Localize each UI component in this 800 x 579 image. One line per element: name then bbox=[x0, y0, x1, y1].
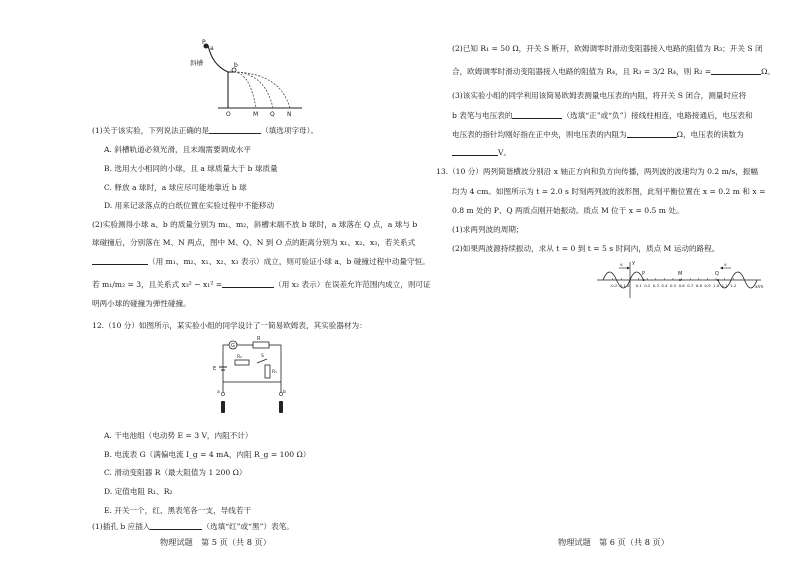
q11-part3-line1 bbox=[92, 279, 431, 290]
q13-stem-line2: 均为 4 cm。如图所示为 t = 2.0 s 时刻两列波的波形图，此刻平衡位置在 x = 0.2 m 和 x = bbox=[452, 187, 766, 196]
x-tick-label: 0.9 bbox=[704, 283, 711, 288]
label-R1: R₁ bbox=[272, 370, 277, 375]
q12-part3-line2-a: b 表笔与电压表的 bbox=[452, 111, 513, 120]
ohmmeter-circuit-diagram bbox=[205, 337, 295, 422]
x-tick-label: 0.6 bbox=[678, 283, 685, 288]
label-b-jack: b bbox=[283, 390, 286, 395]
q12-part3-line3 bbox=[452, 129, 744, 140]
svg-text:G: G bbox=[231, 343, 235, 349]
x-tick-label: 1.1 bbox=[721, 283, 728, 288]
x-tick-label: 0.1 bbox=[635, 283, 642, 288]
x-tick-label: 1.2 bbox=[730, 283, 737, 288]
q11-part3-line2: 明两小球的碰撞为弹性碰撞。 bbox=[92, 299, 191, 308]
answer-blank[interactable] bbox=[222, 279, 274, 288]
right-page bbox=[400, 0, 800, 579]
label-b: b bbox=[234, 62, 238, 69]
label-N: N bbox=[287, 111, 292, 118]
label-P: P bbox=[202, 39, 206, 46]
x-tick-label: -0.1 bbox=[618, 283, 626, 288]
label-incline: 斜槽 bbox=[190, 59, 203, 67]
q11-part1 bbox=[92, 125, 318, 136]
answer-blank[interactable] bbox=[711, 66, 761, 75]
q11-part2-line2: 球碰撞后，分别落在 M、N 两点，图中 M、Q、N 到 O 点的距离分别为 x₁、x₂、x₃，若关系式 bbox=[92, 238, 416, 247]
q12-part3-line4 bbox=[452, 147, 511, 158]
q13-part2: (2)如果两波源持续振动，求从 t = 0 到 t = 5 s 时间内，质点 M 运动的路程。 bbox=[452, 244, 720, 253]
q12-part2-line2 bbox=[452, 66, 775, 77]
label-v-right: v bbox=[724, 263, 727, 268]
q11-part2-line3 bbox=[92, 256, 430, 267]
q12-option-b: B. 电流表 G（满偏电流 I_g = 4 mA，内阻 R_g = 100 Ω） bbox=[104, 450, 311, 459]
wave-graph bbox=[595, 258, 765, 300]
q12-option-e: E. 开关一个，红、黑表笔各一支，导线若干 bbox=[104, 506, 252, 515]
label-E: E bbox=[213, 366, 217, 372]
q12-part3-line1: (3)该实验小组的同学利用该简易欧姆表测量电压表的内阻，将开关 S 闭合，测量时应将 bbox=[452, 91, 747, 100]
q12-stem: 12.（10 分）如图所示，某实验小组的同学设计了一简易欧姆表，其实验器材为： bbox=[92, 321, 367, 330]
label-S: S bbox=[261, 354, 264, 359]
q12-part1-tail: （选填“红”或“黑”）表笔。 bbox=[202, 522, 294, 531]
q13-stem-line3: 0.8 m 处的 P、Q 两质点刚开始振动。质点 M 位于 x = 0.5 m 处。 bbox=[452, 206, 684, 215]
q12-part3-line3-b: Ω，电压表的读数为 bbox=[676, 130, 744, 139]
option-a: A. 斜槽轨道必须光滑，且末端需要调成水平 bbox=[104, 145, 251, 154]
q12-part3-line2-b: （选填“正”或“负”）接线柱相连，电路接通后，电压表和 bbox=[562, 111, 753, 120]
page-footer-left: 物理试题 第 5 页（共 8 页） bbox=[160, 537, 271, 547]
q11-part2-line1: (2)实验测得小球 a、b 的质量分别为 m₁、m₂，斜槽末端不放 b 球时，a 球落在 Q 点，a 球与 b bbox=[92, 220, 418, 229]
q12-part2-line1: (2)已知 R₁ = 50 Ω，开关 S 断开，欧姆调零时滑动变阻器接入电路的阻值为 R₃；开关 S 闭 bbox=[452, 44, 763, 53]
label-P-point: P bbox=[642, 271, 646, 277]
label-a: a bbox=[210, 45, 214, 52]
page-footer-right: 物理试题 第 6 页（共 8 页） bbox=[558, 537, 669, 547]
answer-blank[interactable] bbox=[92, 256, 148, 265]
label-O: O bbox=[226, 111, 231, 118]
answer-blank[interactable] bbox=[512, 110, 562, 119]
label-v-left: v bbox=[620, 263, 623, 268]
q11-part2-line3-text: （用 m₁、m₂、x₁、x₂、x₃ 表示）成立，则可验证小球 a、b 碰撞过程中动量守恒。 bbox=[148, 257, 430, 266]
label-M-point: M bbox=[678, 271, 683, 277]
q12-option-d: D. 定值电阻 R₁、R₂ bbox=[104, 487, 173, 496]
q12-option-a: A. 干电池组（电动势 E = 3 V，内阻不计） bbox=[104, 431, 253, 440]
label-R: R bbox=[257, 336, 261, 342]
label-Q-point: Q bbox=[715, 271, 719, 277]
answer-blank[interactable] bbox=[627, 129, 677, 138]
x-tick-label: 0.2 bbox=[644, 283, 651, 288]
x-tick-label: 0.3 bbox=[652, 283, 659, 288]
q11-part1-tail: （填选项字母）。 bbox=[261, 126, 319, 135]
q12-part1 bbox=[92, 521, 294, 532]
q12-part2-line2-text: 合，欧姆调零时滑动变阻器接入电路的阻值为 R₄，且 R₃ = 3/2 R₄，则 R₂ = bbox=[452, 67, 712, 76]
q12-part3-unit: V。 bbox=[498, 148, 512, 157]
q12-part1-stem: (1)插孔 b 应插入 bbox=[92, 522, 151, 531]
option-d: D. 用来记录落点的白纸位置在实验过程中不能移动 bbox=[104, 201, 275, 210]
x-tick-label: -0.2 bbox=[609, 283, 618, 288]
q12-part3-line3-a: 电压表的指针均刚好指在正中央，则电压表的内阻为 bbox=[452, 130, 627, 139]
option-b: B. 选用大小相同的小球，且 a 球质量大于 b 球质量 bbox=[104, 164, 278, 173]
q13-part1: (1)求两列波的周期； bbox=[452, 225, 524, 234]
x-tick-label: 1.0 bbox=[713, 283, 720, 288]
label-M: M bbox=[253, 111, 259, 118]
x-tick-label: 0 bbox=[627, 283, 630, 288]
x-tick-label: 0.4 bbox=[661, 283, 668, 288]
incline-experiment-figure bbox=[190, 40, 310, 120]
x-tick-label: 0.7 bbox=[687, 283, 694, 288]
q12-part2-unit: Ω。 bbox=[761, 67, 776, 76]
x-tick-label: 0.8 bbox=[695, 283, 702, 288]
q11-part3-relation: 若 m₁/m₂ = 3，且关系式 x₃² − x₁² = bbox=[92, 280, 223, 289]
q12-option-c: C. 滑动变阻器 R（最大阻值为 1 200 Ω） bbox=[104, 468, 247, 477]
label-Q: Q bbox=[270, 111, 275, 118]
answer-blank[interactable] bbox=[209, 125, 261, 134]
q12-part3-line2 bbox=[452, 110, 753, 121]
x-tick-label: 0.5 bbox=[670, 283, 677, 288]
q11-part1-stem: (1)关于该实验，下列说法正确的是 bbox=[92, 126, 210, 135]
option-c: C. 释放 a 球时，a 球应尽可能地靠近 b 球 bbox=[104, 183, 247, 192]
q13-stem-line1: 13.（10 分）两列简谐横波分别沿 x 轴正方向和负方向传播，两列波的波速均为 0.2 m/s，振幅 bbox=[436, 167, 759, 176]
label-R2: R₂ bbox=[237, 355, 242, 360]
q11-part3-tail: （用 x₂ 表示）在误差允许范围内成立，则可证 bbox=[274, 280, 431, 289]
label-a-jack: a bbox=[217, 390, 220, 395]
answer-blank[interactable] bbox=[452, 147, 498, 156]
axis-x-label: x/m bbox=[755, 285, 764, 290]
axis-y-label: y bbox=[632, 260, 635, 266]
answer-blank[interactable] bbox=[150, 521, 202, 530]
